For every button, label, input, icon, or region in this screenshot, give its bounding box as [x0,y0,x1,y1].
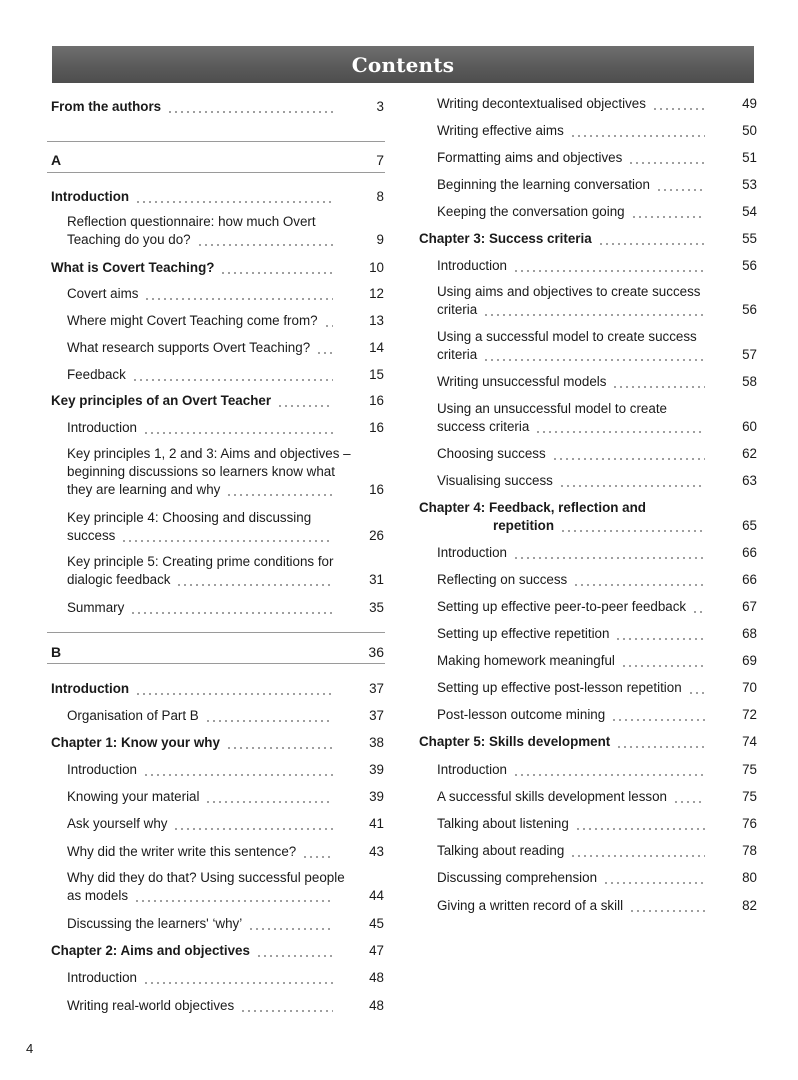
toc-page-number: 78 [742,843,757,858]
dot-leader [135,201,333,203]
toc-page-number: 3 [376,99,384,114]
toc-entry-title: Introduction [67,970,137,985]
toc-entry-title: as models [67,888,129,903]
toc-entry [437,472,705,490]
toc-page-number: 26 [369,528,384,543]
toc-entry [437,869,705,887]
dot-leader [688,692,705,694]
toc-entry [67,312,333,330]
toc-entry-title: What research supports Overt Teaching? [67,340,311,355]
toc-page-number: 69 [742,653,757,668]
toc-section [51,643,333,662]
toc-page-number: 58 [742,374,757,389]
toc-entry-title: Talking about listening [437,816,569,831]
toc-section [51,151,333,170]
toc-entry [67,915,333,933]
toc-page-number: 39 [369,762,384,777]
toc-entry [67,366,333,384]
toc-entry-title: Using aims and objectives to create success [437,284,701,299]
toc-chapter [51,98,333,116]
toc-entry-title: Introduction [67,420,137,435]
toc-page-number: 36 [368,644,384,660]
toc-entry-title: What is Covert Teaching? [51,260,215,275]
dot-leader [573,584,705,586]
dot-leader [673,801,705,803]
toc-entry-title: Key principle 4: Choosing and discussing [67,510,312,525]
toc-entry [437,400,705,436]
dot-leader [130,612,333,614]
toc-entry-title: Post-lesson outcome mining [437,707,606,722]
dot-leader [612,386,705,388]
dot-leader [629,910,705,912]
toc-entry [67,997,333,1015]
toc-page-number: 74 [742,734,757,749]
toc-entry-title: A successful skills development lesson [437,789,667,804]
toc-entry-title: Feedback [67,367,126,382]
toc-entry [437,571,705,589]
toc-chapter [51,734,333,752]
dot-leader [513,557,705,559]
toc-page-number: 39 [369,789,384,804]
dot-leader [302,856,333,858]
toc-entry [437,544,705,562]
toc-entry [67,213,333,249]
toc-page-number: 76 [742,816,757,831]
toc-entry-title: Discussing comprehension [437,870,598,885]
toc-chapter [419,733,705,751]
toc-page-number: 66 [742,545,757,560]
toc-entry [67,969,333,987]
page-number: 4 [26,1041,34,1056]
toc-page-number: 63 [742,473,757,488]
toc-entry-title: Knowing your material [67,789,200,804]
toc-entry-title: Chapter 4: Feedback, reflection and [419,500,646,515]
dot-leader [631,216,705,218]
toc-chapter [419,230,705,248]
toc-entry-title: repetition [493,518,555,533]
dot-leader [226,494,333,496]
toc-page-number: 60 [742,419,757,434]
toc-page-number: 37 [369,708,384,723]
toc-entry [437,373,705,391]
toc-page-number: 65 [742,518,757,533]
toc-entry [437,625,705,643]
toc-entry [437,95,705,113]
toc-page-number: 51 [742,150,757,165]
toc-entry-title: Keeping the conversation going [437,204,625,219]
dot-leader [603,882,705,884]
toc-entry [437,328,705,364]
toc-entry-title: they are learning and why [67,482,221,497]
toc-page-number: 45 [369,916,384,931]
toc-entry-title: dialogic feedback [67,572,171,587]
toc-entry-title: success [67,528,116,543]
toc-chapter [51,259,333,277]
toc-chapter [419,499,705,535]
toc-entry [437,679,705,697]
toc-entry-title: Key principle 5: Creating prime conditions for [67,554,334,569]
toc-entry-title: Covert aims [67,286,139,301]
dot-leader [220,272,333,274]
toc-entry-title: beginning discussions so learners know what [67,464,335,479]
toc-entry [67,339,333,357]
toc-page-number: 7 [376,152,384,168]
dot-leader [277,405,333,407]
page-title: Contents [351,52,455,77]
dot-leader [652,108,705,110]
toc-entry [437,842,705,860]
toc-page-number: 80 [742,870,757,885]
toc-page-number: 43 [369,844,384,859]
toc-entry-title: Teaching do you do? [67,232,191,247]
toc-entry [67,869,345,905]
dot-leader [144,298,333,300]
section-divider [47,663,385,664]
dot-leader [598,243,705,245]
toc-entry-title: B [51,644,62,660]
dot-leader [611,719,705,721]
dot-leader [143,982,333,984]
toc-page-number: 35 [369,600,384,615]
toc-page-number: 12 [369,286,384,301]
dot-leader [616,746,705,748]
dot-leader [552,458,705,460]
toc-page-number: 70 [742,680,757,695]
toc-entry-title: Setting up effective post-lesson repetition [437,680,682,695]
toc-chapter [51,942,333,960]
toc-entry [437,149,705,167]
toc-page-number: 8 [376,189,384,204]
toc-entry [67,419,333,437]
toc-entry-title: Key principles 1, 2 and 3: Aims and objectives – [67,446,351,461]
toc-entry [437,598,705,616]
toc-entry [67,707,333,725]
toc-page-number: 10 [369,260,384,275]
toc-page-number: 75 [742,762,757,777]
toc-page-number: 38 [369,735,384,750]
toc-entry [67,599,333,617]
toc-page-number: 48 [369,970,384,985]
toc-entry-title: Talking about reading [437,843,565,858]
toc-entry-title: Choosing success [437,446,546,461]
toc-entry-title: Using an unsuccessful model to create [437,401,667,416]
dot-leader [483,359,705,361]
toc-entry-title: A [51,152,62,168]
toc-entry [437,706,705,724]
toc-entry-title: Writing effective aims [437,123,564,138]
toc-page-number: 56 [742,258,757,273]
toc-page-number: 68 [742,626,757,641]
dot-leader [248,928,333,930]
toc-chapter [51,188,333,206]
toc-page-number: 57 [742,347,757,362]
toc-entry [67,843,333,861]
toc-entry [437,788,705,806]
toc-page-number: 48 [369,998,384,1013]
toc-entry-title: criteria [437,347,478,362]
toc-entry [437,122,705,140]
toc-page-number: 16 [369,420,384,435]
toc-entry-title: Chapter 3: Success criteria [419,231,592,246]
toc-entry-title: criteria [437,302,478,317]
toc-entry-title: Using a successful model to create success [437,329,697,344]
dot-leader [143,774,333,776]
dot-leader [197,244,333,246]
toc-entry-title: Reflecting on success [437,572,568,587]
dot-leader [575,828,705,830]
section-divider [47,632,385,633]
dot-leader [513,774,705,776]
toc-entry-title: Key principles of an Overt Teacher [51,393,272,408]
toc-page-number: 54 [742,204,757,219]
toc-entry-title: Where might Covert Teaching come from? [67,313,318,328]
contents-header-bar [52,46,754,83]
dot-leader [535,431,705,433]
toc-entry-title: Chapter 1: Know your why [51,735,220,750]
dot-leader [121,540,333,542]
toc-entry [67,815,333,833]
toc-entry [437,761,705,779]
toc-entry-title: Writing decontextualised objectives [437,96,646,111]
toc-entry [67,445,351,499]
toc-page-number: 49 [742,96,757,111]
toc-entry-title: Introduction [51,189,130,204]
dot-leader [167,111,333,113]
toc-entry-title: Giving a written record of a skill [437,898,624,913]
dot-leader [132,379,333,381]
toc-entry-title: Why did the writer write this sentence? [67,844,297,859]
toc-page-number: 55 [742,231,757,246]
toc-chapter [51,392,333,410]
toc-page-number: 47 [369,943,384,958]
toc-entry [437,897,705,915]
dot-leader [256,955,333,957]
section-divider [47,141,385,142]
dot-leader [324,325,333,327]
toc-entry-title: Introduction [437,762,507,777]
toc-entry-title: Beginning the learning conversation [437,177,650,192]
dot-leader [240,1010,333,1012]
dot-leader [560,530,705,532]
toc-page-number: 67 [742,599,757,614]
toc-entry-title: Visualising success [437,473,553,488]
dot-leader [176,584,333,586]
toc-page-number: 82 [742,898,757,913]
dot-leader [615,638,705,640]
dot-leader [621,665,705,667]
toc-page-number: 16 [369,393,384,408]
toc-entry-title: Writing unsuccessful models [437,374,607,389]
toc-page-number: 9 [376,232,384,247]
section-divider [47,172,385,173]
toc-entry-title: Introduction [437,545,507,560]
toc-entry [437,203,705,221]
toc-entry-title: success criteria [437,419,530,434]
toc-entry-title: Discussing the learners' ‘why’ [67,916,243,931]
toc-entry [437,283,705,319]
toc-entry-title: Chapter 2: Aims and objectives [51,943,250,958]
dot-leader [570,855,705,857]
toc-entry-title: Reflection questionnaire: how much Overt [67,214,316,229]
toc-page-number: 56 [742,302,757,317]
toc-chapter [51,680,333,698]
toc-entry [67,761,333,779]
toc-entry-title: Organisation of Part B [67,708,199,723]
toc-page-number: 53 [742,177,757,192]
toc-entry-title: Writing real-world objectives [67,998,235,1013]
toc-entry [437,445,705,463]
toc-page-number: 14 [369,340,384,355]
toc-entry [67,285,333,303]
dot-leader [628,162,705,164]
toc-page-number: 66 [742,572,757,587]
dot-leader [513,270,705,272]
dot-leader [316,352,333,354]
toc-entry [67,553,333,589]
toc-entry [67,509,333,545]
toc-entry-title: Introduction [67,762,137,777]
dot-leader [570,135,705,137]
dot-leader [483,314,705,316]
toc-page-number: 15 [369,367,384,382]
dot-leader [559,485,705,487]
toc-page-number: 41 [369,816,384,831]
toc-entry-title: Why did they do that? Using successful people [67,870,345,885]
toc-page-number: 50 [742,123,757,138]
toc-entry-title: Introduction [51,681,130,696]
toc-page-number: 37 [369,681,384,696]
toc-entry-title: From the authors [51,99,162,114]
toc-entry-title: Formatting aims and objectives [437,150,623,165]
toc-entry-title: Setting up effective peer-to-peer feedback [437,599,687,614]
toc-page-number: 44 [369,888,384,903]
toc-entry [437,257,705,275]
toc-entry-title: Introduction [437,258,507,273]
dot-leader [134,900,333,902]
toc-page-number: 72 [742,707,757,722]
dot-leader [692,611,705,613]
dot-leader [656,189,705,191]
toc-entry [437,176,705,194]
toc-entry-title: Chapter 5: Skills development [419,734,611,749]
dot-leader [173,828,333,830]
toc-page-number: 31 [369,572,384,587]
toc-entry [67,788,333,806]
toc-page-number: 13 [369,313,384,328]
toc-page-number: 75 [742,789,757,804]
dot-leader [205,801,333,803]
dot-leader [135,693,333,695]
toc-entry [437,815,705,833]
toc-entry-title: Ask yourself why [67,816,168,831]
toc-entry-title: Making homework meaningful [437,653,615,668]
toc-entry-title: Summary [67,600,125,615]
dot-leader [143,432,333,434]
toc-page-number: 62 [742,446,757,461]
toc-page-number: 16 [369,482,384,497]
dot-leader [205,720,333,722]
dot-leader [226,747,333,749]
toc-entry [437,652,705,670]
toc-entry-title: Setting up effective repetition [437,626,610,641]
